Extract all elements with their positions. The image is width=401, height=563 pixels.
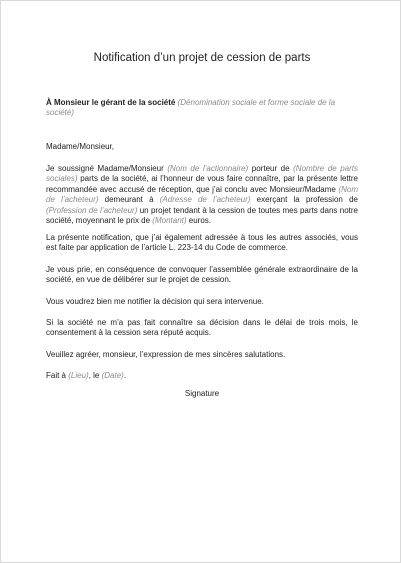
- shareholder-name-placeholder: (Nom de l’actionnaire): [167, 164, 249, 173]
- main-text-1: Je soussigné Madame/Monsieur: [46, 164, 164, 173]
- buyer-profession-placeholder: (Profession de l’acheteur): [46, 205, 138, 215]
- silence-paragraph: Si la société ne m’a pas fait connaître sa décision dans le délai de trois mois, le consentement à la cession sera réputé acquis.: [46, 318, 358, 338]
- document-title: Notification d’un projet de cession de parts: [93, 52, 311, 64]
- main-text-7: euros.: [188, 216, 211, 226]
- main-text-2: porteur de: [251, 164, 290, 173]
- salutation: Madame/Monsieur,: [46, 142, 115, 151]
- buyer-name-placeholder: (Nom de l’acheteur): [46, 184, 358, 205]
- place-placeholder: (Lieu): [68, 371, 89, 380]
- done-text-3: .: [123, 371, 127, 380]
- amount-placeholder: (Montant): [152, 216, 187, 226]
- convoke-paragraph: Je vous prie, en conséquence de convoquer l’assemblée générale extraordinaire de la société, en vue de délibérer sur le projet de cession.: [46, 265, 358, 285]
- buyer-address-placeholder: (Adresse de l’acheteur): [159, 195, 251, 205]
- notification-paragraph: La présente notification, que j’ai également adressée à tous les autres associés, vous est faite par application de l’article L. 223-14 du Code de commerce.: [46, 233, 358, 253]
- regards-paragraph: Veuillez agréer, monsieur, l’expression de mes sincères salutations.: [46, 350, 286, 359]
- main-paragraph: [46, 164, 358, 226]
- share-count-placeholder: (Nombre de parts sociales): [46, 164, 358, 184]
- main-text-6: un projet tendant à la cession de toutes mes parts dans notre société, moyennant le prix de: [46, 205, 358, 226]
- done-text-1: Fait à: [46, 371, 67, 380]
- notify-paragraph: Vous voudrez bien me notifier la décision qui sera intervenue.: [46, 297, 264, 306]
- signature-line: Signature: [184, 389, 220, 398]
- date-placeholder: (Date): [101, 371, 124, 380]
- main-text-4: demeurant à: [104, 195, 154, 205]
- addressee: [46, 98, 358, 119]
- main-text-5: exerçant la profession de: [256, 195, 358, 205]
- company-name-placeholder: (Dénomination sociale et forme sociale de la société): [46, 98, 336, 118]
- done-text-2: , le: [88, 371, 100, 380]
- main-text-3: parts de la société, ai l’honneur de vous faire connaître, par la présente lettre recommandée avec accusé de réception, que j’ai conclu avec Monsieur/Madame: [46, 174, 358, 194]
- place-date-line: [46, 371, 358, 381]
- addressee-label: À Monsieur le gérant de la société: [46, 98, 176, 107]
